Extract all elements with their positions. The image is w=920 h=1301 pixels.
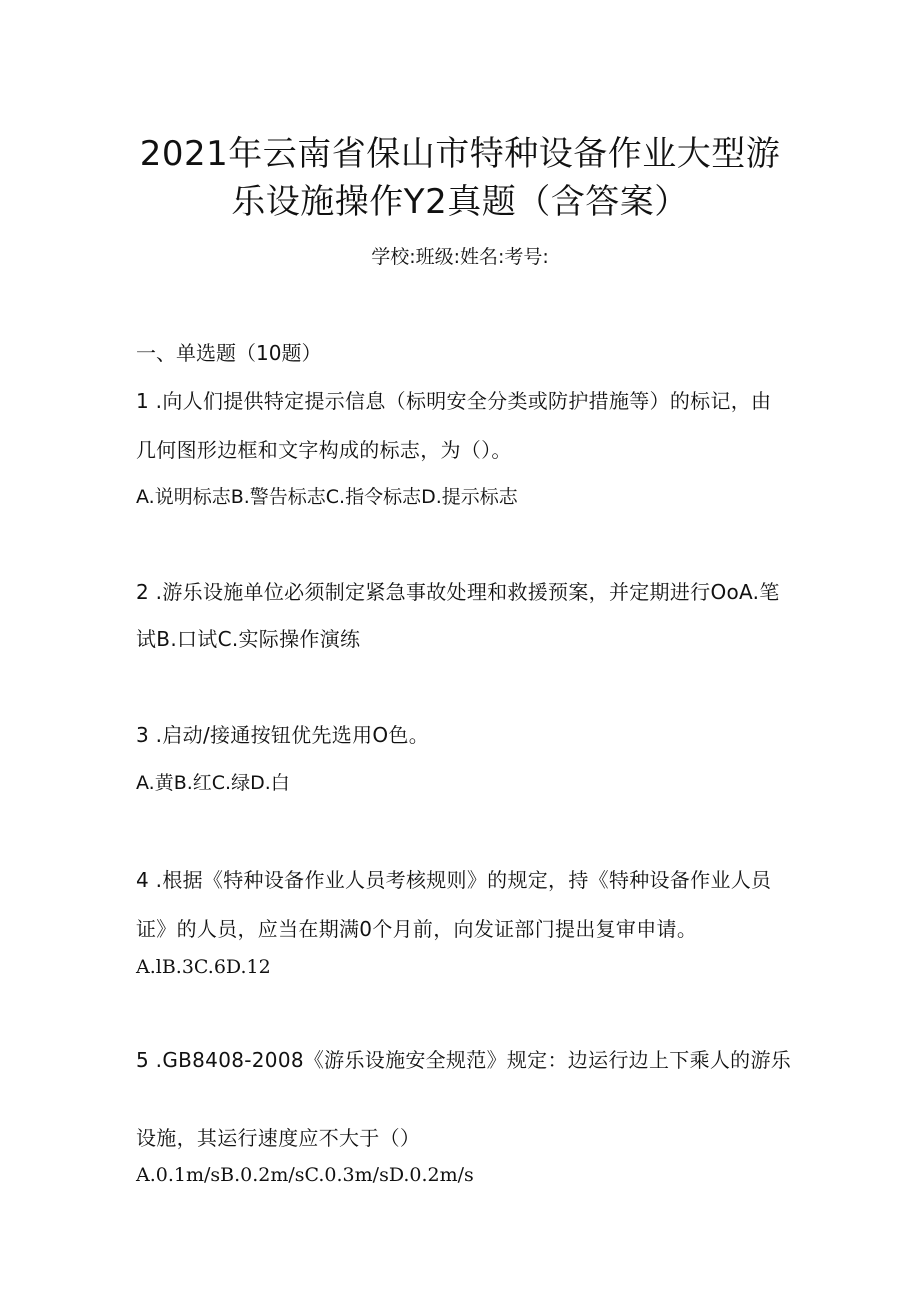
section-heading: 一、单选题（10题）: [136, 341, 322, 365]
question-1-line-1: 1 .向人们提供特定提示信息（标明安全分类或防护措施等）的标记，由: [136, 389, 772, 413]
question-1-line-2: 几何图形边框和文字构成的标志，为（）。: [136, 438, 512, 462]
student-info-line: 学校:班级:姓名:考号:: [371, 246, 549, 268]
question-2-line-1: 2 .游乐设施单位必须制定紧急事故处理和救援预案，并定期进行OoA.笔: [136, 580, 780, 604]
question-2-line-2: 试B.口试C.实际操作演练: [136, 627, 361, 651]
document-title-line-1: 2021年云南省保山市特种设备作业大型游: [139, 134, 781, 174]
question-3-options: A.黄B.红C.绿D.白: [136, 772, 290, 794]
question-3-line-1: 3 .启动/接通按钮优先选用O色。: [136, 723, 430, 747]
document-title-line-2: 乐设施操作Y2真题（含答案）: [231, 182, 689, 222]
question-4-line-1: 4 .根据《特种设备作业人员考核规则》的规定，持《特种设备作业人员: [136, 868, 772, 892]
question-4-line-2: 证》的人员，应当在期满0个月前，向发证部门提出复审申请。: [136, 917, 698, 941]
question-5-options: A.0.1m∕sB.0.2m∕sC.0.3m∕sD.0.2m∕s: [136, 1164, 474, 1186]
question-5-line-2: 设施，其运行速度应不大于（）: [136, 1126, 421, 1150]
question-5-line-1: 5 .GB8408-2008《游乐设施安全规范》规定：边运行边上下乘人的游乐: [136, 1048, 792, 1072]
question-1-options: A.说明标志B.警告标志C.指令标志D.提示标志: [136, 486, 518, 508]
question-4-options: A.lB.3C.6D.12: [136, 956, 271, 978]
